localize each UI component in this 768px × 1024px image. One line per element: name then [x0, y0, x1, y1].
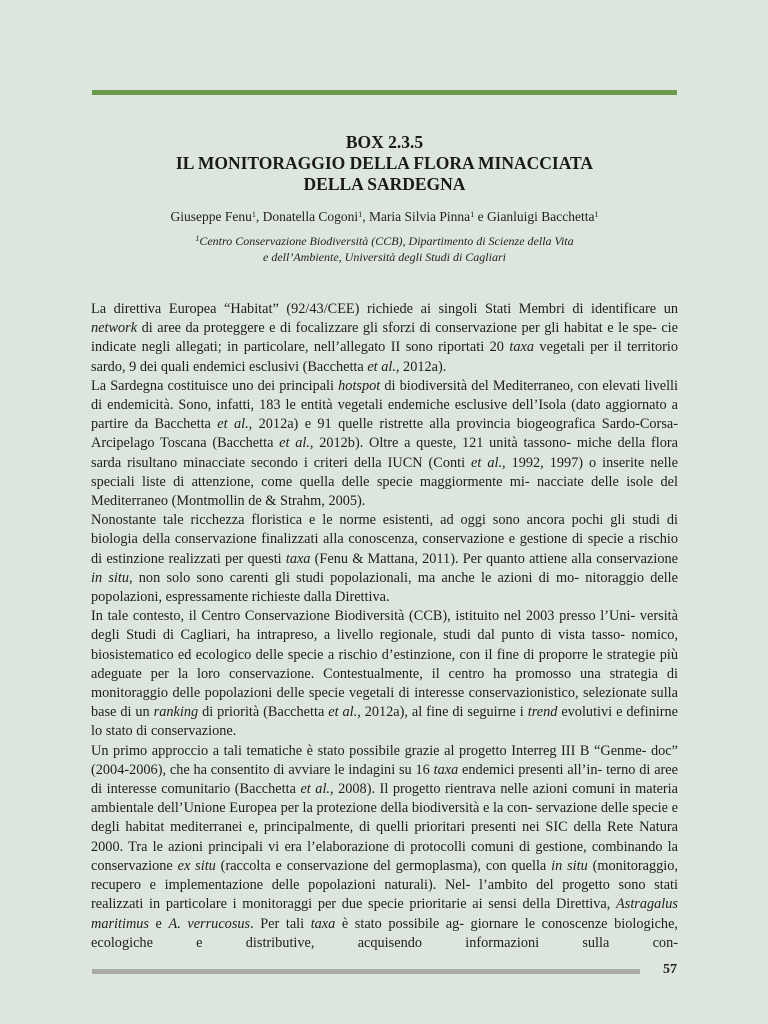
italic-text: et al., [279, 435, 314, 452]
italic-text: et al., [328, 704, 361, 721]
text-run: Nonostante tale ricchezza floristica e le norme esistenti, ad oggi sono ancora pochi gli studi di biologia della conservazione finalizzati alla conoscenza, conservazione e gestione di specie a rischio di estinzione realizzati per questi [91, 512, 678, 567]
text-run: La Sardegna costituisce uno dei principali [91, 377, 339, 394]
italic-text: et al., [367, 358, 400, 375]
footer-divider [92, 969, 640, 974]
italic-text: taxa [310, 915, 336, 932]
title-line-1: IL MONITORAGGIO DELLA FLORA MINACCIATA [175, 153, 594, 173]
author-separator: , [362, 209, 369, 224]
text-run: . Per tali [250, 915, 311, 932]
text-run: 2008). Il progetto rientrava nelle azioni comuni in materia ambientale dell’Unione Europea per la protezione della biodiversità e la con- servazione delle specie e degli habitat mediterranei e, principalmente, di quelli prioritari presenti nei SIC della Rete Natura 2000. Tra le azioni principali vi era l’elaborazione di protocolli comuni di gestione, combinando la conservazione [91, 781, 679, 874]
title-line-2: DELLA SARDEGNA [303, 174, 466, 194]
text-run: di aree da proteggere e di focalizzare gli sforzi di conservazione per gli habitat e le spe- cie indicate negli allegati; in particolare, nell’allegato II sono riportati 20 [91, 320, 678, 356]
text-run: (Fenu & Mattana, 2011). Per quanto attiene alla conservazione [310, 550, 678, 567]
text-run: , non solo sono carenti gli studi popolazionali, ma anche le azioni di mo- nitoraggio delle popolazioni, espressamente richieste dalla Direttiva. [91, 569, 678, 606]
italic-text: hotspot [338, 377, 381, 394]
author-affiliation-mark: 1 [251, 210, 256, 219]
text-run: 1992, 1997) o inserite nelle speciali liste di attenzione, come quella delle specie maggiormente mi- nacciate delle isole del Mediterraneo (Montmollin de & Strahm, 2005). [91, 454, 678, 510]
author-name: Maria Silvia Pinna [368, 209, 471, 224]
italic-text: ranking [153, 704, 199, 721]
italic-text: A. verrucosus [168, 915, 251, 932]
text-run: di priorità (Bacchetta [198, 704, 329, 721]
author-name: Giuseppe Fenu [170, 209, 252, 224]
italic-text: et al., [471, 454, 506, 471]
text-run: 2012b). Oltre a queste, 121 unità tassono- miche della flora sarda risultano minacciate secondo i criteri della IUCN (Conti [91, 435, 678, 471]
paragraph [91, 511, 678, 607]
affiliation [92, 231, 677, 265]
text-run: è stato possibile ag- giornare le conoscenze biologiche, ecologiche e distributive, acquisendo informazioni sulla con- [91, 915, 679, 951]
author-name: Gianluigi Bacchetta [486, 209, 595, 224]
paragraph [91, 742, 678, 953]
text-run: Un primo approccio a tali tematiche è stato possibile grazie al progetto Interreg III B “Genme- doc” (2004-2006), che ha consentito di avviare le indagini su 16 [91, 742, 678, 778]
paragraph [91, 377, 678, 511]
top-divider [92, 90, 677, 95]
box-label: BOX 2.3.5 [345, 132, 424, 152]
text-run: di biodiversità del Mediterraneo, con elevati livelli di endemicità. Sono, infatti, 183 le entità vegetali endemiche esclusive dell’Isola (dato aggiornato a partire da Bacchetta [91, 377, 678, 433]
text-run: e [149, 915, 169, 932]
box-title [92, 132, 677, 195]
text-run: In tale contesto, il Centro Conservazione Biodiversità (CCB), istituito nel 2003 presso l’Uni- versità degli Studi di Cagliari, ha intrapreso, a livello regionale, studi dal punto di vista tasso- nomico, biosistematico ed ecologico delle specie a rischio d’estinzione, con il fine di proporre le strategie più adeguate per la loro conservazione. Contestualmente, il centro ha promosso una strategia di monitoraggio delle popolazioni delle specie vegetali di interesse conservazionistico, selezionate sulla base di un [91, 608, 678, 721]
body-text [91, 300, 678, 953]
italic-text: taxa [509, 339, 534, 356]
affiliation-line-2: e dell’Ambiente, Università degli Studi di Cagliari [263, 250, 506, 264]
affiliation-sup: 1 [195, 234, 200, 243]
affiliation-line-1 [92, 231, 677, 249]
italic-text: et al., [300, 781, 334, 798]
author-affiliation-mark: 1 [594, 210, 599, 219]
italic-text: et al., [217, 416, 253, 433]
author-separator: , [255, 209, 263, 224]
italic-text: taxa [285, 550, 311, 567]
author-separator: e [474, 209, 487, 224]
text-run: 2012a) e 91 quelle ristrette alla provincia biogeografica Sardo-Corsa-Arcipelago Toscana (Bacchetta [91, 416, 678, 452]
author-list [92, 206, 677, 226]
italic-text: ex situ [177, 857, 216, 874]
text-run: (raccolta e conservazione del germoplasma), con quella [215, 857, 552, 874]
affiliation-text-1: Centro Conservazione Biodiversità (CCB), Dipartimento di Scienze della Vita [199, 234, 574, 248]
text-run: (monitoraggio, recupero e implementazione delle popolazioni naturali). Nel- l’ambito del progetto sono stati realizzati in particolare i monitoraggi per due specie prioritarie ai sensi della Direttiva, [91, 857, 678, 913]
text-run: La direttiva Europea “Habitat” (92/43/CEE) richiede ai singoli Stati Membri di identificare un [91, 301, 678, 317]
paragraph [91, 300, 678, 377]
text-run: 2012a). [399, 358, 447, 375]
text-run: vegetali per il territorio sardo, 9 dei quali endemici esclusivi (Bacchetta [91, 339, 678, 375]
text-run: evolutivi e definirne lo stato di conservazione. [91, 704, 678, 740]
italic-text: in situ [91, 569, 129, 586]
paragraph [91, 607, 678, 741]
author-name: Donatella Cogoni [262, 209, 359, 224]
italic-text: taxa [433, 761, 459, 778]
text-run: 2012a), al fine di seguirne i [360, 704, 528, 721]
italic-text: network [91, 320, 138, 337]
italic-text: trend [527, 704, 558, 721]
italic-text: Astragalus maritimus [91, 896, 678, 932]
text-run: endemici presenti all’in- terno di aree di interesse comunitario (Bacchetta [91, 761, 678, 798]
page-number: 57 [663, 962, 677, 977]
italic-text: in situ [551, 857, 588, 874]
author-affiliation-mark: 1 [470, 210, 475, 219]
author-affiliation-mark: 1 [358, 210, 363, 219]
